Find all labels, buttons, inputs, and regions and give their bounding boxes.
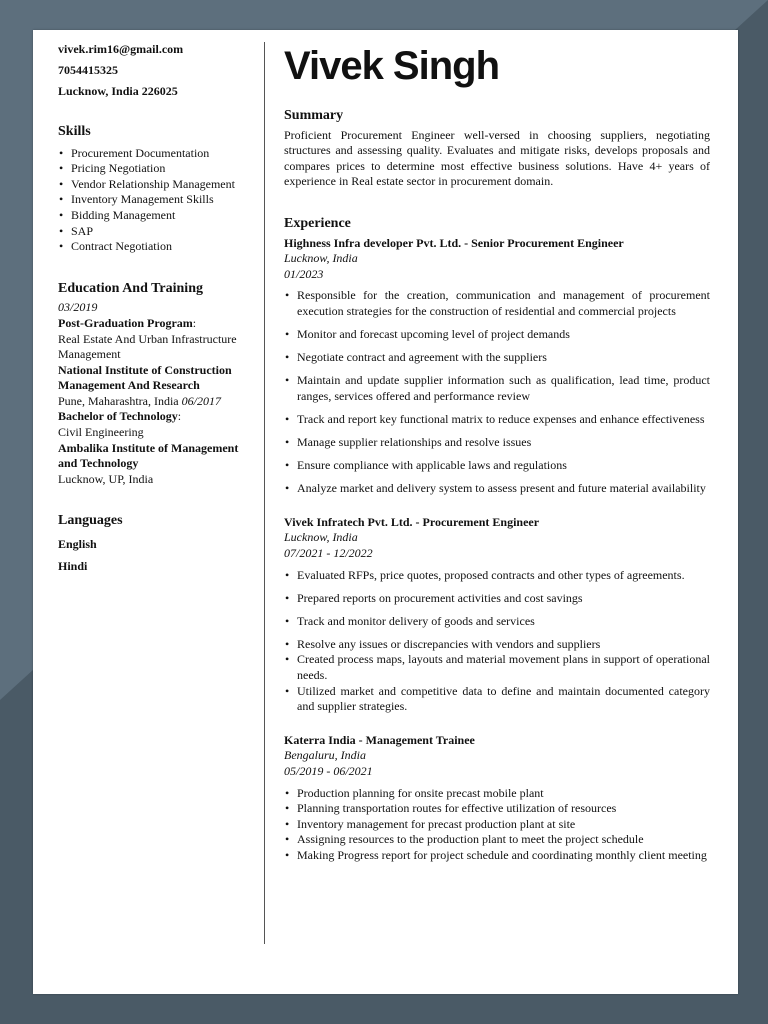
degree-name: Post-Graduation Program bbox=[58, 315, 193, 330]
job-dates: 07/2021 - 12/2022 bbox=[284, 545, 373, 560]
education-entry: Bachelor of Technology: Civil Engineering Ambalika Institute of Management and Technology Lucknow, UP, India bbox=[58, 409, 248, 487]
right-column bbox=[284, 44, 710, 864]
job-header: Highness Infra developer Pvt. Ltd. - Senior Procurement Engineer bbox=[284, 235, 624, 250]
skill-item: • SAP bbox=[58, 224, 248, 240]
field-of-study: Real Estate And Urban Infrastructure Management bbox=[58, 331, 237, 362]
contact-location: Lucknow, India 226025 bbox=[58, 84, 178, 99]
job-bullets bbox=[284, 288, 710, 496]
skills-heading: Skills bbox=[58, 123, 91, 139]
experience-heading: Experience bbox=[284, 215, 351, 231]
contact-email[interactable]: vivek.rim16@gmail.com bbox=[58, 42, 184, 56]
job-dates: 05/2019 - 06/2021 bbox=[284, 764, 373, 778]
languages-list bbox=[58, 537, 248, 575]
job-header: Katerra India - Management Trainee bbox=[284, 732, 475, 747]
job-bullet: • Negotiate contract and agreement with the suppliers bbox=[284, 350, 710, 366]
job-bullet: • Manage supplier relationships and resolve issues bbox=[284, 435, 710, 451]
school-name: National Institute of Construction Management And Research bbox=[58, 362, 232, 393]
summary-heading: Summary bbox=[284, 108, 344, 123]
degree-name: Bachelor of Technology bbox=[58, 409, 178, 424]
job-location: Lucknow, India bbox=[284, 530, 358, 545]
column-divider bbox=[264, 42, 265, 944]
job-location: Bengaluru, India bbox=[284, 748, 366, 763]
candidate-name: Vivek Singh bbox=[284, 44, 500, 88]
resume-page bbox=[33, 30, 738, 994]
skill-item: • Pricing Negotiation bbox=[58, 161, 248, 177]
job-bullet: • Created process maps, layouts and material movement plans in support of operational needs. bbox=[284, 652, 710, 683]
school-place: Lucknow, UP, India bbox=[58, 471, 154, 486]
language-item: English bbox=[58, 537, 97, 552]
job-bullet: • Track and report key functional matrix to reduce expenses and enhance effectiveness bbox=[284, 412, 710, 428]
contact-phone: 7054415325 bbox=[58, 63, 118, 78]
skill-item: • Contract Negotiation bbox=[58, 239, 248, 255]
job-bullet: • Utilized market and competitive data to define and maintain documented category and supplier strategies. bbox=[284, 684, 710, 715]
education-heading: Education And Training bbox=[58, 280, 203, 296]
job-entry bbox=[284, 515, 710, 715]
language-item: Hindi bbox=[58, 559, 88, 574]
job-bullet: • Analyze market and delivery system to assess present and future material availability bbox=[284, 481, 710, 497]
languages-heading: Languages bbox=[58, 513, 123, 529]
contact-block bbox=[58, 42, 248, 100]
skill-item: • Inventory Management Skills bbox=[58, 192, 248, 208]
field-of-study: Civil Engineering bbox=[58, 425, 144, 440]
job-bullet: • Inventory management for precast production plant at site bbox=[284, 817, 710, 833]
job-bullet: • Responsible for the creation, communication and management of procurement execution strategies for the construction of residential and commercial projects bbox=[284, 288, 710, 319]
job-bullet: • Resolve any issues or discrepancies with vendors and suppliers bbox=[284, 637, 710, 653]
skills-list bbox=[58, 146, 248, 255]
job-dates: 01/2023 bbox=[284, 266, 324, 281]
job-header: Vivek Infratech Pvt. Ltd. - Procurement Engineer bbox=[284, 514, 540, 529]
job-bullet: • Assigning resources to the production plant to meet the project schedule bbox=[284, 832, 710, 848]
job-bullet: • Making Progress report for project schedule and coordinating monthly client meeting bbox=[284, 848, 710, 864]
school-date: 06/2017 bbox=[181, 393, 221, 408]
skill-item: • Procurement Documentation bbox=[58, 146, 248, 162]
job-entry bbox=[284, 236, 710, 497]
left-column bbox=[58, 42, 248, 581]
job-bullet: • Production planning for onsite precast mobile plant bbox=[284, 786, 710, 802]
job-bullet: • Prepared reports on procurement activities and cost savings bbox=[284, 591, 710, 607]
job-location: Lucknow, India bbox=[284, 251, 358, 266]
job-bullets bbox=[284, 786, 710, 864]
job-bullet: • Planning transportation routes for effective utilization of resources bbox=[284, 801, 710, 817]
education-entry: 03/2019 Post-Graduation Program: Real Estate And Urban Infrastructure Management National Institute of Construction Management And Research Pune, Maharashtra, India 06/2017 bbox=[58, 300, 248, 409]
education-date: 03/2019 bbox=[58, 300, 98, 315]
job-bullets bbox=[284, 568, 710, 715]
skill-item: • Bidding Management bbox=[58, 208, 248, 224]
school-name: Ambalika Institute of Management and Technology bbox=[58, 440, 239, 471]
job-bullet: • Monitor and forecast upcoming level of project demands bbox=[284, 327, 710, 343]
job-bullet: • Evaluated RFPs, price quotes, proposed contracts and other types of agreements. bbox=[284, 568, 710, 584]
skill-item: • Vendor Relationship Management bbox=[58, 177, 248, 193]
summary-text: Proficient Procurement Engineer well-versed in choosing suppliers, negotiating structures and assessing quality. Evaluates and mitigate risks, develops proposals and compares prices to determine most effective business solutions. Have 4+ years of experience in Real estate sector in procurement domain. bbox=[284, 127, 710, 189]
school-place: Pune, Maharashtra, India bbox=[58, 393, 179, 408]
job-bullet: • Ensure compliance with applicable laws and regulations bbox=[284, 458, 710, 474]
job-bullet: • Maintain and update supplier information such as qualification, lead time, product ranges, services offered and performance review bbox=[284, 373, 710, 404]
job-bullet: • Track and monitor delivery of goods and services bbox=[284, 614, 710, 630]
job-entry bbox=[284, 733, 710, 864]
